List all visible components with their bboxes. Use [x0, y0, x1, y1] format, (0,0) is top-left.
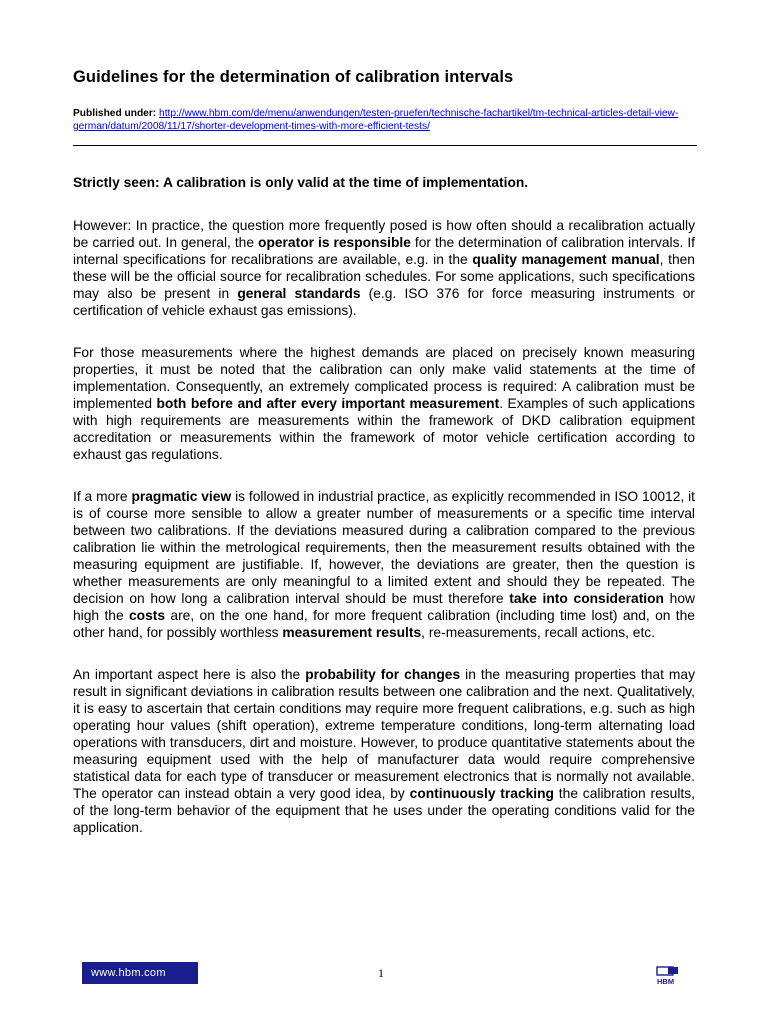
- published-label: Published under:: [73, 108, 157, 119]
- footer-website-band: www.hbm.com: [82, 962, 198, 984]
- paragraph-high-demands: For those measurements where the highest demands are placed on precisely known measuring properties, it must be noted that the calibration can only make valid statements at the time of implementation. Consequently, an extremely complicated process is required: A calibration must be implemented both before and after every important measurement. Examples of such applications with high requirements are measurements within the framework of DKD calibration equipment accreditation or measurements within the framework of motor vehicle certification according to exhaust gas regulations.: [73, 345, 696, 462]
- published-url-link[interactable]: http://www.hbm.com/de/menu/anwendungen/testen-pruefen/technische-fachartikel/tm-technical-articles-detail-view-german/datum/2008/11/17/shorter-development-times-with-more-efficient-tests/: [73, 108, 679, 132]
- hbm-logo-text: HBM: [657, 977, 675, 986]
- header-divider: [73, 145, 697, 146]
- published-under: [73, 107, 698, 133]
- document-title: Guidelines for the determination of calibration intervals: [73, 68, 514, 86]
- document-body: [73, 174, 695, 861]
- hbm-logo-icon: [656, 966, 680, 986]
- paragraph-probability-changes: An important aspect here is also the probability for changes in the measuring properties that may result in significant deviations in calibration results between one calibration and the next. Qualitatively, it is easy to ascertain that certain conditions may require more frequent calibrations, e.g. such as high operating hour values (shift operation), extreme temperature conditions, long-term alternating load operations with transducers, dirt and moisture. However, to produce quantitative statements about the measuring equipment used with the help of manufacturer data would require comprehensive statistical data for each type of transducer or measurement electronics that is normally not available. The operator can instead obtain a very good idea, by continuously tracking the calibration results, of the long-term behavior of the equipment that he uses under the operating conditions valid for the application.: [73, 667, 695, 835]
- lead-paragraph: Strictly seen: A calibration is only valid at the time of implementation.: [73, 175, 529, 190]
- page-number: 1: [378, 966, 384, 980]
- paragraph-pragmatic-view: If a more pragmatic view is followed in industrial practice, as explicitly recommended in ISO 10012, it is of course more sensible to allow a greater number of measurements or a specific time interval between two calibrations. If the deviations measured during a calibration compared to the previous calibration lie within the metrological requirements, then the measurement results obtained with the measuring equipment are justifiable. If, however, the deviations are greater, then the question is whether measurements are only meaningful to a limited extent and should they be repeated. The decision on how long a calibration interval should be must therefore take into consideration how high the costs are, on the one hand, for more frequent calibration (including time lost) and, on the other hand, for possibly worthless measurement results, re-measurements, recall actions, etc.: [73, 489, 695, 640]
- paragraph-responsibility: However: In practice, the question more frequently posed is how often should a recalibration actually be carried out. In general, the operator is responsible for the determination of calibration intervals. If internal specifications for recalibrations are available, e.g. in the quality management manual, then these will be the official source for recalibration schedules. For some applications, such specifications may also be present in general standards (e.g. ISO 376 for force measuring instruments or certification of vehicle exhaust gas emissions).: [73, 218, 696, 318]
